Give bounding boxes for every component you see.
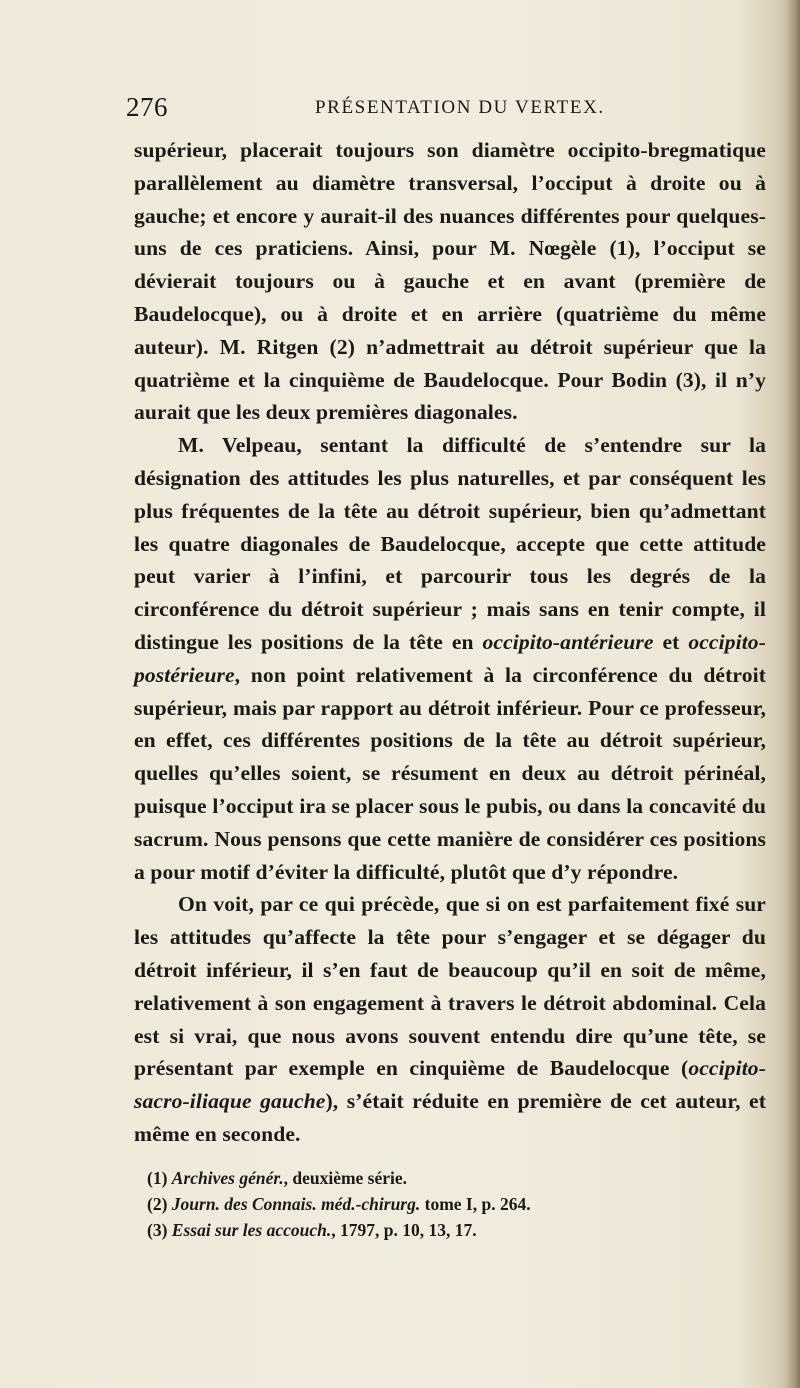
footnote-1 (147, 1165, 747, 1191)
paragraph-2-italic-1: occipito-antérieure (482, 629, 654, 654)
paragraph-2-text-b: et (653, 629, 689, 654)
paragraph-2-italic-2: occipito-postérieure (134, 629, 766, 687)
footnote-1-source: Archives génér. (171, 1168, 284, 1188)
footnote-3-source: Essai sur les accouch. (171, 1220, 332, 1240)
footnote-2-source: Journ. des Connais. méd.-chirurg. (171, 1194, 421, 1214)
paragraph-2 (134, 429, 766, 888)
page-header (126, 92, 766, 128)
running-head: PRÉSENTATION DU VERTEX. (315, 97, 605, 118)
footnote-3-rest: , 1797, p. 10, 13, 17. (331, 1220, 477, 1240)
footnote-3-marker: (3) (147, 1220, 168, 1240)
page-number: 276 (126, 92, 168, 122)
paragraph-1-text: supérieur, placerait toujours son diamètre occipito-bregmatique parallèlement au diamètre transversal, l’occiput à droite ou à gauche; et encore y aurait-il des nuances différentes pour quelques-uns de ces praticiens. Ainsi, pour M. Nœgèle (1), l’occiput se dévierait toujours ou à gauche et en avant (première de Baudelocque), ou à droite et en arrière (quatrième du même auteur). M. Ritgen (2) n’admettrait au détroit supérieur que la quatrième et la cinquième de Baudelocque. Pour Bodin (3), il n’y aurait que les deux premières diagonales. (134, 138, 766, 425)
paragraph-3 (134, 888, 766, 1150)
paragraph-2-text-c: , non point relativement à la circonférence du détroit supérieur, mais par rapport au détroit inférieur. Pour ce professeur, en effet, ces différentes positions de la tête au détroit supérieur, quelles qu’elles soient, se résument en deux au détroit périnéal, puisque l’occiput ira se placer sous le pubis, ou dans la concavité du sacrum. Nous pensons que cette manière de considérer ces positions a pour motif d’éviter la difficulté, plutôt que d’y répondre. (134, 662, 766, 884)
body-text (134, 134, 766, 1151)
paragraph-1 (134, 134, 766, 429)
footnote-2-marker: (2) (147, 1194, 168, 1214)
footnote-2 (147, 1191, 747, 1217)
footnotes (147, 1165, 747, 1243)
footnote-2-rest: tome I, p. 264. (420, 1194, 531, 1214)
paragraph-3-text-b: ), s’était réduite en première de cet auteur, et même en seconde. (134, 1089, 767, 1146)
footnote-3 (147, 1217, 747, 1243)
paragraph-3-text-a: On voit, par ce qui précède, que si on est parfaitement fixé sur les attitudes qu’affecte la tête pour s’engager et se dégager du détroit inférieur, il s’en faut de beaucoup qu’il en soit de même, relativement à son engagement à travers le détroit abdominal. Cela est si vrai, que nous avons souvent entendu dire qu’une tête, se présentant par exemple en cinquième de Baudelocque ( (134, 892, 766, 1081)
paragraph-2-text-a: M. Velpeau, sentant la difficulté de s’entendre sur la désignation des attitudes les plus naturelles, et par conséquent les plus fréquentes de la tête au détroit supérieur, bien qu’admettant les quatre diagonales de Baudelocque, accepte que cette attitude peut varier à l’infini, et parcourir tous les degrés de la circonférence du détroit supérieur ; mais sans en tenir compte, il distingue les positions de la tête en (134, 433, 766, 654)
footnote-1-rest: , deuxième série. (283, 1168, 408, 1188)
footnote-1-marker: (1) (147, 1168, 168, 1188)
paragraph-3-italic-1: occipito-sacro-iliaque gauche (134, 1056, 766, 1114)
page-edge-shadow (786, 0, 800, 1388)
